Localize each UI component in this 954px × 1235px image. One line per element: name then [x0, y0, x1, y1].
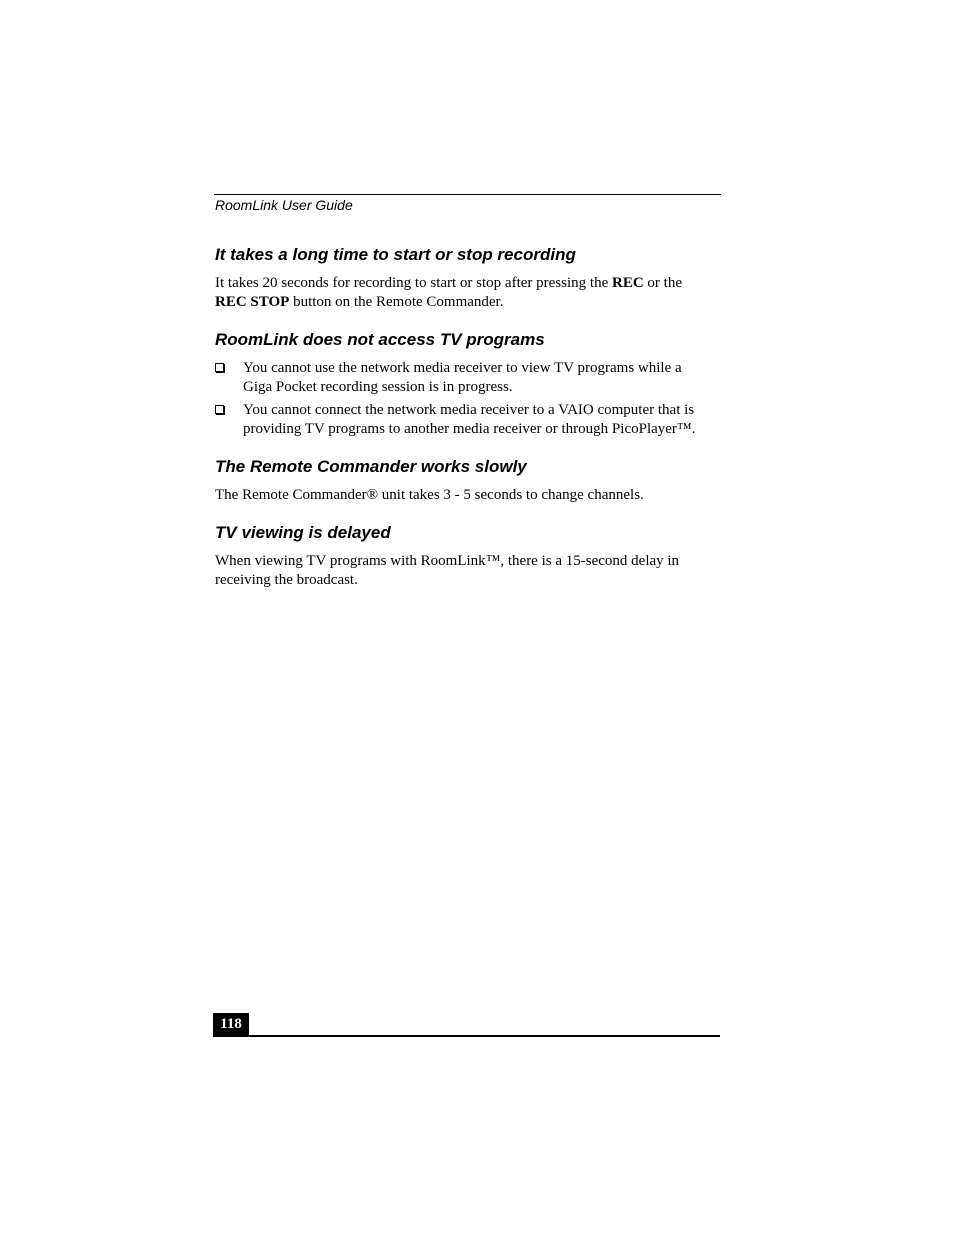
- list-item-line: You cannot use the network media receiver to view TV programs while a: [243, 360, 682, 376]
- rec-button-label: REC: [611, 275, 644, 291]
- list-item-line: providing TV programs to another media receiver or through PicoPlayer™.: [243, 421, 696, 437]
- header-rule: [214, 194, 721, 195]
- list-item-line: You cannot connect the network media receiver to a VAIO computer that is: [243, 402, 695, 418]
- section-tv-access: [215, 329, 725, 439]
- section-heading: TV viewing is delayed: [215, 523, 391, 542]
- section-heading: It takes a long time to start or stop recording: [215, 245, 576, 264]
- section-paragraph: [215, 552, 725, 590]
- section-tv-delay: [215, 522, 725, 590]
- section-remote-slow: [215, 456, 725, 505]
- section-heading: The Remote Commander works slowly: [215, 457, 527, 476]
- page-number: 118: [213, 1013, 249, 1036]
- running-title: RoomLink User Guide: [215, 197, 353, 213]
- paragraph-line-1: When viewing TV programs with RoomLink™, there is a 15-second delay in: [215, 553, 680, 569]
- section-paragraph: [215, 274, 725, 312]
- list-item: [215, 401, 725, 439]
- paragraph-line-1: [215, 275, 682, 291]
- footer-rule: [213, 1035, 720, 1037]
- section-heading: RoomLink does not access TV programs: [215, 330, 545, 349]
- checkbox-bullet-icon: [215, 405, 224, 414]
- text-run: or the: [643, 275, 682, 291]
- section-recording-delay: [215, 244, 725, 312]
- text-run: It takes 20 seconds for recording to start or stop after pressing the: [215, 275, 612, 291]
- list-item: [215, 359, 725, 397]
- checkbox-bullet-icon: [215, 363, 224, 372]
- bullet-list: [215, 359, 725, 439]
- text-run: button on the Remote Commander.: [289, 294, 504, 310]
- section-paragraph: The Remote Commander® unit takes 3 - 5 seconds to change channels.: [215, 487, 644, 503]
- paragraph-line-2: receiving the broadcast.: [215, 572, 358, 588]
- list-item-line: Giga Pocket recording session is in progress.: [243, 379, 513, 395]
- page-content: [215, 244, 725, 590]
- paragraph-line-2: [215, 294, 503, 310]
- rec-stop-button-label: REC STOP: [215, 294, 290, 310]
